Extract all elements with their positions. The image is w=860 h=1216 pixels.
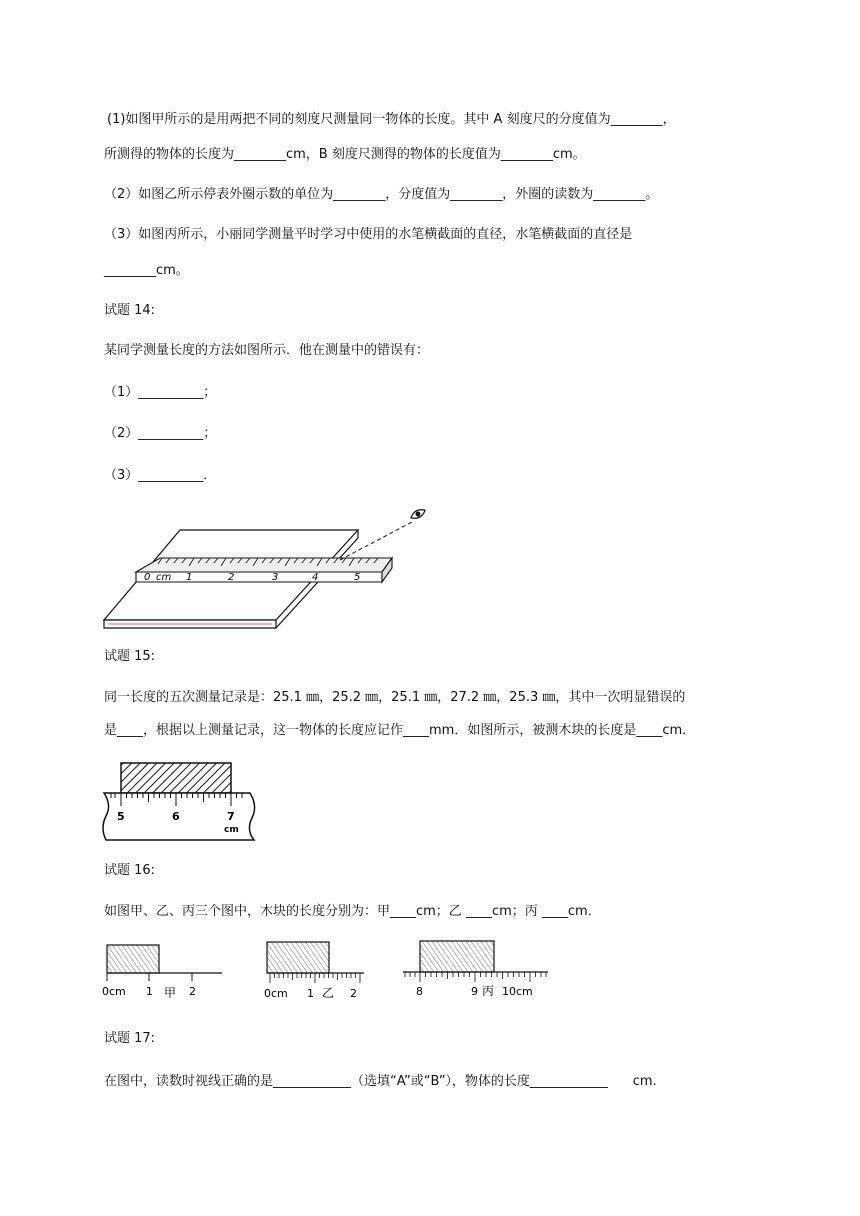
wood-block xyxy=(121,763,231,793)
q17-stem: 在图中，读数时视线正确的是____________（选填“A”或“B”），物体的长度____________ cm. xyxy=(104,1074,657,1089)
ruler-label-1: 1 xyxy=(186,572,193,583)
ruler-label-2: 2 xyxy=(228,572,235,583)
yi-label-2: 2 xyxy=(350,987,357,1000)
q13-part1-line-a: (1)如图甲所示的是用两把不同的刻度尺测量同一物体的长度。其中 A 刻度尺的分度值为________， xyxy=(107,112,676,127)
q16-heading: 试题 16: xyxy=(104,863,156,878)
jia-label-2: 2 xyxy=(189,985,196,998)
q13-part2: （2）如图乙所示停表外圈示数的单位为________，分度值为________，外圈的读数为________。 xyxy=(104,187,659,202)
tick-label-5: 5 xyxy=(117,810,125,823)
q16-figures xyxy=(100,935,560,1005)
fig-jia xyxy=(102,945,222,1000)
q14-blank-1: （1）__________； xyxy=(104,385,217,400)
tick-label-7: 7 xyxy=(227,810,235,823)
q15-ruler-figure xyxy=(100,760,260,846)
jia-name: 甲 xyxy=(164,986,177,1000)
ruler-label-3: 3 xyxy=(272,572,279,583)
block-yi xyxy=(267,942,329,973)
q13-part3-line-b: ________cm。 xyxy=(104,263,189,278)
eye-icon xyxy=(409,507,426,521)
yi-label-1: 1 xyxy=(307,987,314,1000)
bing-name: 丙 xyxy=(482,984,495,998)
fig-bing xyxy=(403,941,548,998)
q14-heading: 试题 14: xyxy=(104,303,156,318)
q15-stem-b: 是____，根据以上测量记录，这一物体的长度应记作____mm．如图所示，被测木块的长度是____cm． xyxy=(104,723,696,738)
block-bing xyxy=(420,941,494,972)
bing-label-8: 8 xyxy=(416,985,423,998)
q15-heading: 试题 15: xyxy=(104,649,156,664)
jia-label-0cm: 0cm xyxy=(102,985,126,998)
jia-label-1: 1 xyxy=(146,985,153,998)
q14-blank-2: （2）__________； xyxy=(104,426,217,441)
q17-heading: 试题 17: xyxy=(104,1031,156,1046)
unit-label: cm xyxy=(224,825,239,835)
tick-label-6: 6 xyxy=(172,810,180,823)
q14-ruler-figure xyxy=(100,500,440,635)
q16-stem: 如图甲、乙、丙三个图中，木块的长度分别为：甲____cm；乙 ____cm；丙 ____cm． xyxy=(104,904,601,919)
fig-yi xyxy=(264,942,364,1000)
sight-line xyxy=(340,522,412,560)
ruler-label-4: 4 xyxy=(312,572,319,583)
yi-label-0cm: 0cm xyxy=(264,987,288,1000)
block-jia xyxy=(107,945,159,973)
ruler-label-5: 5 xyxy=(354,572,361,583)
q14-stem: 某同学测量长度的方法如图所示．他在测量中的错误有： xyxy=(104,343,430,358)
q13-part1-line-b: 所测得的物体的长度为________cm，B 刻度尺测得的物体的长度值为________cm。 xyxy=(104,147,586,162)
bing-label-9: 9 xyxy=(471,985,478,998)
ruler-front xyxy=(136,572,382,582)
ruler-label-0: 0 xyxy=(144,572,151,583)
q14-blank-3: （3）__________． xyxy=(104,468,217,483)
yi-name: 乙 xyxy=(322,986,335,1000)
bing-label-10cm: 10cm xyxy=(502,985,533,998)
ruler-label-cm: cm xyxy=(156,572,172,583)
q13-part3-line-a: （3）如图丙所示，小丽同学测量平时学习中使用的水笔横截面的直径，水笔横截面的直径是 xyxy=(104,227,633,242)
q15-stem-a: 同一长度的五次测量记录是：25.1 ㎜，25.2 ㎜，25.1 ㎜，27.2 ㎜，25.3 ㎜，其中一次明显错误的 xyxy=(104,690,686,705)
